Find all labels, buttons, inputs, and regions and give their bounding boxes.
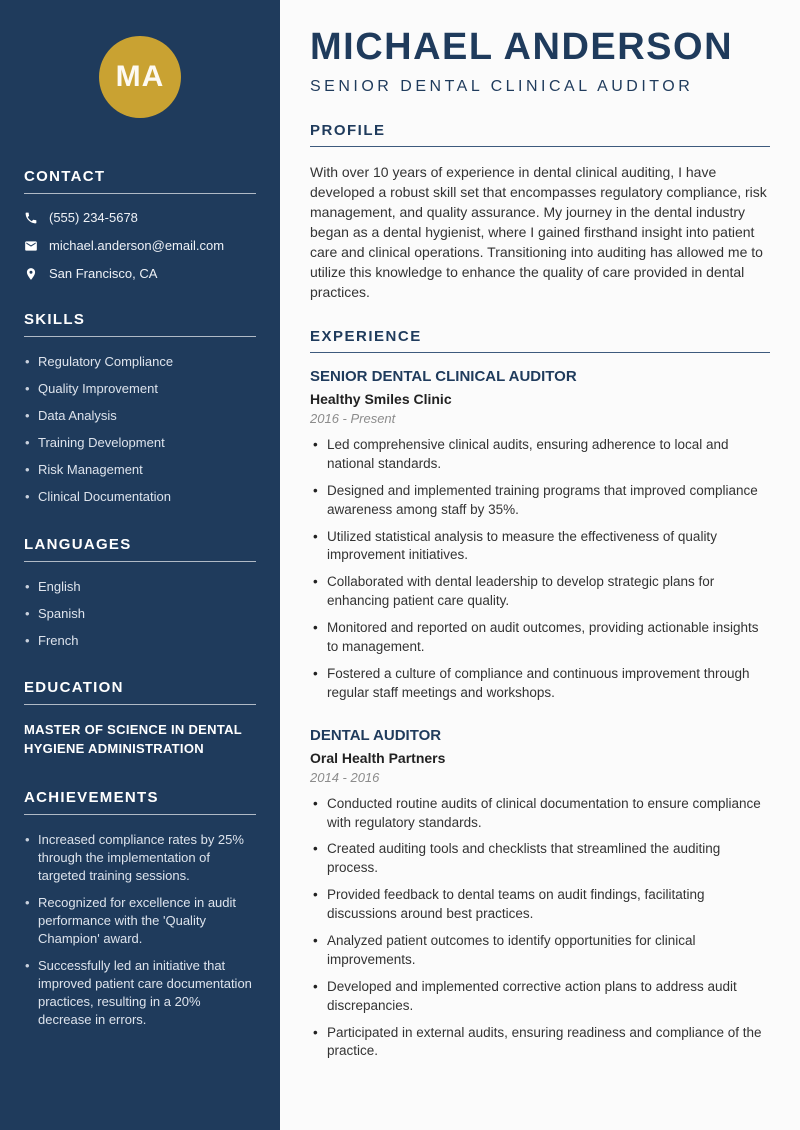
language-item: • Spanish: [24, 605, 256, 623]
job-bullet: • Utilized statistical analysis to measure the effectiveness of quality improvement initiatives.: [310, 528, 770, 566]
contact-location-text: San Francisco, CA: [49, 266, 158, 281]
languages-list: [24, 578, 256, 650]
achievements-heading: ACHIEVEMENTS: [24, 789, 256, 815]
profile-text: With over 10 years of experience in dental clinical auditing, I have developed a robust skill set that encompasses regulatory compliance, risk management, and quality assurance. My journey in the dental industry began as a dental hygienist, where I gained firsthand insight into patient care and clinical operations. Transitioning into auditing has allowed me to utilize this knowledge to enhance the quality of care provided in dental practices.: [310, 163, 767, 300]
job-entry: [310, 368, 770, 703]
email-icon: [24, 239, 38, 253]
avatar: [99, 36, 181, 118]
skills-heading: SKILLS: [24, 311, 256, 337]
skills-list: [24, 353, 256, 506]
education-section: [24, 679, 256, 759]
achievements-section: [24, 789, 256, 1028]
contact-email-text: michael.anderson@email.com: [49, 238, 225, 253]
job-title: SENIOR DENTAL CLINICAL AUDITOR: [310, 368, 577, 385]
skill-item: • Clinical Documentation: [24, 488, 256, 506]
contact-email: [24, 238, 256, 253]
experience-heading: EXPERIENCE: [310, 328, 770, 353]
skill-item: • Data Analysis: [24, 407, 256, 425]
skill-item: • Training Development: [24, 434, 256, 452]
job-company: Oral Health Partners: [310, 749, 446, 766]
candidate-title: SENIOR DENTAL CLINICAL AUDITOR: [310, 77, 694, 95]
education-heading: EDUCATION: [24, 679, 256, 705]
skill-item: • Quality Improvement: [24, 380, 256, 398]
candidate-name: MICHAEL ANDERSON: [310, 26, 734, 68]
contact-section: [24, 168, 256, 281]
job-bullet: • Collaborated with dental leadership to develop strategic plans for enhancing patient care quality.: [310, 573, 770, 611]
main-content: [280, 0, 800, 1130]
achievement-item: • Successfully led an initiative that improved patient care documentation practices, resulting in a 20% decrease in errors.: [24, 957, 256, 1029]
languages-section: [24, 536, 256, 650]
contact-heading: CONTACT: [24, 168, 256, 194]
job-entry: [310, 727, 770, 1062]
job-bullet: • Led comprehensive clinical audits, ensuring adherence to local and national standards.: [310, 436, 770, 474]
job-bullet: • Fostered a culture of compliance and continuous improvement through regular staff meetings and workshops.: [310, 665, 770, 703]
job-bullet: • Conducted routine audits of clinical documentation to ensure compliance with regulatory standards.: [310, 795, 770, 833]
job-bullet: • Participated in external audits, ensuring readiness and compliance of the practice.: [310, 1024, 770, 1062]
skills-section: [24, 311, 256, 506]
language-item: • French: [24, 632, 256, 650]
job-dates: 2014 - 2016: [310, 769, 380, 785]
job-bullet: • Developed and implemented corrective action plans to address audit discrepancies.: [310, 978, 770, 1016]
sidebar: [0, 0, 280, 1130]
avatar-initials: MA: [115, 60, 165, 93]
experience-section: [310, 328, 770, 1061]
contact-phone: [24, 210, 256, 225]
job-bullet: • Created auditing tools and checklists that streamlined the auditing process.: [310, 840, 770, 878]
degree-title: MASTER OF SCIENCE IN DENTAL HYGIENE ADMINISTRATION: [24, 722, 242, 757]
skill-item: • Risk Management: [24, 461, 256, 479]
contact-location: [24, 266, 256, 281]
job-bullet: • Designed and implemented training programs that improved compliance awareness among staff by 35%.: [310, 482, 770, 520]
skill-item: • Regulatory Compliance: [24, 353, 256, 371]
achievements-list: [24, 831, 256, 1028]
achievement-item: • Increased compliance rates by 25% through the implementation of targeted training sessions.: [24, 831, 256, 885]
job-bullets: [310, 795, 770, 1062]
location-icon: [24, 267, 38, 281]
job-bullet: • Monitored and reported on audit outcomes, providing actionable insights to management.: [310, 619, 770, 657]
job-company: Healthy Smiles Clinic: [310, 391, 452, 407]
job-title: DENTAL AUDITOR: [310, 726, 442, 744]
job-bullets: [310, 436, 770, 703]
contact-phone-text: (555) 234-5678: [49, 210, 138, 225]
achievement-item: • Recognized for excellence in audit performance with the 'Quality Champion' award.: [24, 894, 256, 948]
job-bullet: • Provided feedback to dental teams on audit findings, facilitating discussions around best practices.: [310, 886, 770, 924]
phone-icon: [24, 211, 38, 225]
profile-section: [310, 122, 770, 302]
language-item: • English: [24, 578, 256, 596]
profile-heading: PROFILE: [310, 122, 770, 147]
job-dates: 2016 - Present: [310, 411, 396, 426]
job-bullet: • Analyzed patient outcomes to identify opportunities for clinical improvements.: [310, 932, 770, 970]
languages-heading: LANGUAGES: [24, 536, 256, 562]
